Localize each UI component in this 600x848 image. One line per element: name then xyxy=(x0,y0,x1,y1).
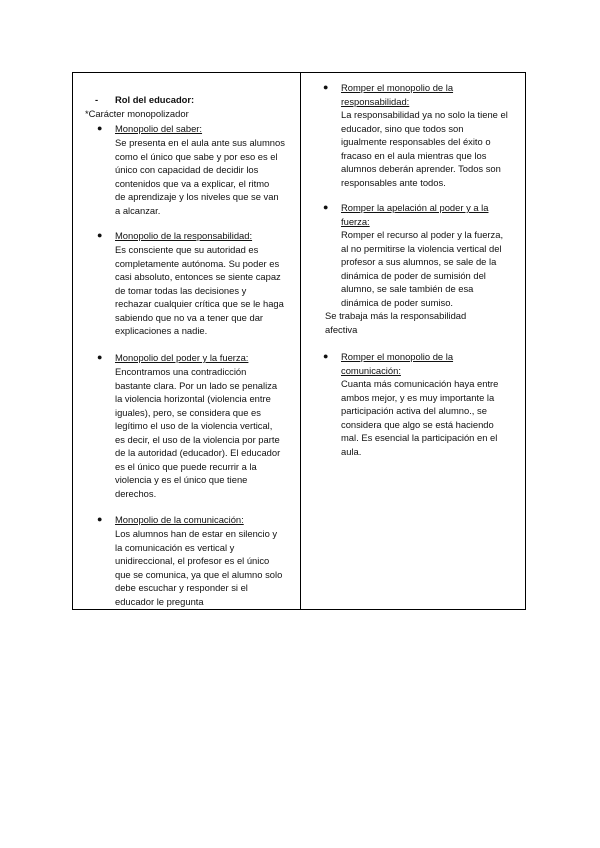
rol-heading-text: Rol del educador: xyxy=(115,94,195,105)
content-table xyxy=(72,72,526,610)
item-title: Monopolio de la responsabilidad: xyxy=(115,230,253,241)
dash-marker: - xyxy=(95,94,99,105)
bullet-icon: ● xyxy=(97,123,103,133)
item-body: Encontramos una contradicción bastante clara. Por un lado se penaliza la violencia horizontal (violencia entre iguales), pero, se considera que es legítimo el uso de la violencia vertical, es decir, el uso de la violencia por parte de la autoridad (educador). El educador es el único que puede recurrir a la violencia y es el único que tiene derechos. xyxy=(115,366,281,499)
item-title: Romper la apelación al poder y a la fuerza: xyxy=(341,202,489,227)
item-title: Romper el monopolio de la responsabilidad: xyxy=(341,82,454,107)
bullet-icon: ● xyxy=(97,514,103,524)
column-divider xyxy=(300,73,301,609)
bullet-icon: ● xyxy=(323,351,329,361)
item-body: Romper el recurso al poder y la fuerza, al no permitirse la violencia vertical del profesor a sus alumnos, se sale de la dinámica de poder de sumisión del alumno, se sale también de esa dinámica de poder sumiso. xyxy=(341,229,504,308)
caracter-label: *Carácter monopolizador xyxy=(85,108,189,119)
item-body: Cuanta más comunicación haya entre ambos mejor, y es muy importante la participación activa del alumno., se considera que algo se está haciendo mal. Es esencial la participación en el aula. xyxy=(341,378,499,457)
item-title: Monopolio del poder y la fuerza: xyxy=(115,352,249,363)
item-body: Es consciente que su autoridad es completamente autónoma. Su poder es casi absoluto, entonces se siente capaz de tomar todas las decisiones y rechazar cualquier crítica que se le haga sabiendo que no va a tener que dar explicaciones a nadie. xyxy=(115,244,284,336)
bullet-icon: ● xyxy=(323,82,329,92)
rol-heading xyxy=(95,93,194,107)
item-title: Romper el monopolio de la comunicación: xyxy=(341,351,454,376)
bullet-icon: ● xyxy=(97,230,103,240)
item-body: Se presenta en el aula ante sus alumnos como el único que sabe y por eso es el único con capacidad de decidir los contenidos que va a explicar, el ritmo de aprendizaje y los niveles que se van a alcanzar. xyxy=(115,137,285,216)
bullet-icon: ● xyxy=(323,202,329,212)
item-body: Los alumnos han de estar en silencio y la comunicación es vertical y unidireccional, el profesor es el único que se comunica, ya que el alumno solo debe escuchar y responder si el educador le pregunta xyxy=(115,528,283,607)
item-body: La responsabilidad ya no solo la tiene el educador, sino que todos son igualmente responsables del éxito o fracaso en el aula mientras que los alumnos deberán aprender. Todos son responsables ante todos. xyxy=(341,109,508,188)
bullet-icon: ● xyxy=(97,352,103,362)
item-title: Monopolio de la comunicación: xyxy=(115,514,244,525)
item-title: Monopolio del saber: xyxy=(115,123,203,134)
item-extra-note: Se trabaja más la responsabilidad afectiva xyxy=(325,310,467,335)
